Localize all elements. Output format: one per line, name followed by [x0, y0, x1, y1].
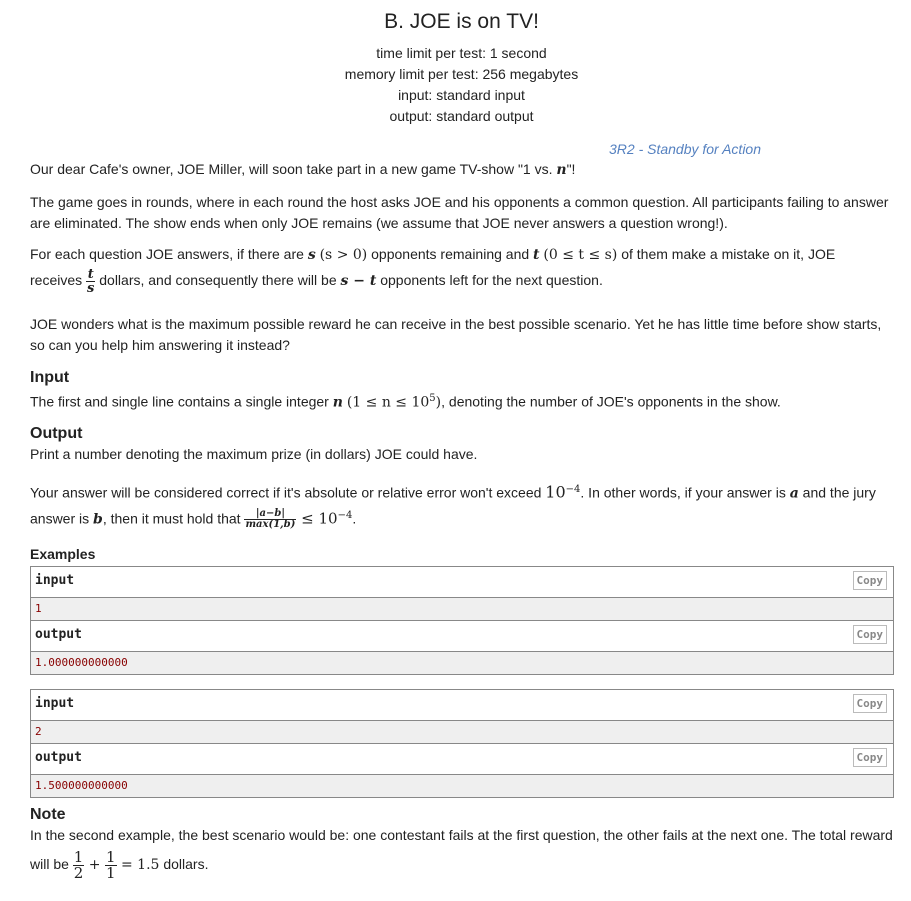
- copy-input-button[interactable]: Copy: [853, 571, 888, 590]
- math-sup: −4: [565, 484, 581, 495]
- math-var: s: [307, 247, 316, 263]
- math-fraction: [244, 509, 296, 530]
- input-label: input: [35, 573, 75, 588]
- sample-input-value: 1: [31, 598, 893, 621]
- text: The first and single line contains a single integer: [30, 393, 333, 410]
- math-var: t: [533, 247, 540, 263]
- statement-p2: [30, 192, 893, 234]
- note-section: [30, 805, 893, 881]
- math-expr: (1 ≤ n ≤ 10: [346, 394, 430, 411]
- numerator: 1: [105, 848, 116, 866]
- denominator: 1: [105, 864, 116, 882]
- text: dollars, and consequently there will be: [95, 272, 341, 289]
- text: opponents remaining and: [367, 246, 534, 262]
- text: Print a number denoting the maximum prize (in dollars) JOE could have.: [30, 446, 478, 462]
- sample-output-header: [31, 744, 893, 775]
- text: For each question JOE answers, if there are: [30, 246, 308, 262]
- sample-test-2: [30, 689, 894, 798]
- copy-output-button[interactable]: Copy: [853, 625, 888, 644]
- math-sup: −4: [337, 509, 353, 521]
- text: The game goes in rounds, where in each round the host asks JOE and his opponents a common question. All participants failing to answer are eliminated. The show ends when only JOE remains (we assume that JOE never answers a question wrong!).: [30, 194, 889, 231]
- text: "!: [566, 161, 576, 177]
- output-file: output: standard output: [389, 108, 534, 124]
- problem-header: [30, 0, 893, 127]
- output-label: output: [35, 627, 82, 642]
- section-title: Input: [30, 369, 70, 386]
- memory-limit: memory limit per test: 256 megabytes: [344, 66, 579, 82]
- sample-test-1: [30, 566, 894, 675]
- text: of them make a mistake on it, JOE: [617, 246, 836, 262]
- time-limit: time limit per test: 1 second: [376, 45, 547, 61]
- examples-section: [30, 546, 893, 798]
- copy-input-button[interactable]: Copy: [853, 694, 888, 713]
- section-title: Output: [30, 425, 83, 442]
- text: answer is: [30, 510, 94, 527]
- section-title: Note: [30, 806, 66, 823]
- denominator: s: [87, 281, 95, 296]
- math-var: n: [556, 162, 567, 178]
- statement-p4: [30, 314, 893, 356]
- output-label: output: [35, 750, 82, 765]
- math-var: a: [789, 485, 799, 502]
- text: Our dear Cafe's owner, JOE Miller, will soon take part in a new game TV-show "1 vs.: [30, 161, 557, 177]
- text: , then it must hold that: [102, 510, 245, 527]
- text: . In other words, if your answer is: [580, 484, 790, 501]
- math-expr: ≤ 10: [296, 509, 338, 528]
- math-fraction: [105, 850, 117, 881]
- numerator: |a−b|: [244, 509, 296, 520]
- sample-input-header: [31, 690, 893, 721]
- text: Your answer will be considered correct if it's absolute or relative error won't exceed: [30, 484, 546, 501]
- output-specification: [30, 424, 893, 530]
- source-link[interactable]: 3R2 - Standby for Action: [609, 141, 762, 157]
- denominator: 2: [73, 864, 84, 882]
- examples-title: Examples: [30, 546, 96, 562]
- sample-output-value: 1.000000000000: [31, 652, 893, 674]
- math-var: b: [93, 511, 103, 528]
- math-expr: 10: [545, 482, 566, 502]
- text: opponents left for the next question.: [376, 272, 603, 289]
- sample-input-header: [31, 567, 893, 598]
- input-label: input: [35, 696, 75, 711]
- math-expr: ): [435, 394, 442, 411]
- problem-title: B. JOE is on TV!: [384, 10, 539, 33]
- statement-p3: [30, 244, 893, 295]
- math-expr: +: [84, 857, 105, 874]
- math-expr: (0 ≤ t ≤ s): [543, 247, 618, 263]
- math-sup: 5: [429, 393, 436, 404]
- sample-output-header: [31, 621, 893, 652]
- input-file: input: standard input: [398, 87, 525, 103]
- text: JOE wonders what is the maximum possible reward he can receive in the best possible scenario. Yet he has little time before show starts, so can you help him answering it instead?: [30, 316, 882, 353]
- math-var: n: [332, 394, 343, 411]
- copy-output-button[interactable]: Copy: [853, 748, 888, 767]
- math-fraction: [86, 268, 95, 295]
- text: In the second example, the best scenario would be: one contestant fails at the first question, the other fails at the next one. The total reward: [30, 827, 893, 843]
- text: dollars.: [159, 856, 209, 873]
- numerator: 1: [73, 848, 84, 866]
- math-expr: = 1.5: [116, 857, 160, 874]
- sample-output-value: 1.500000000000: [31, 775, 893, 797]
- statement-p1: [30, 159, 893, 181]
- input-specification: [30, 368, 893, 414]
- text: will be: [30, 856, 73, 873]
- denominator: max(1,b): [245, 519, 296, 531]
- text: , denoting the number of JOE's opponents in the show.: [441, 393, 781, 410]
- math-fraction: [73, 850, 85, 881]
- text: and the jury: [798, 484, 876, 501]
- numerator: t: [87, 267, 94, 282]
- math-expr: (s > 0): [319, 247, 368, 263]
- text: receives: [30, 272, 87, 289]
- text: .: [352, 510, 357, 527]
- math-expr: s − t: [340, 273, 377, 290]
- sample-input-value: 2: [31, 721, 893, 744]
